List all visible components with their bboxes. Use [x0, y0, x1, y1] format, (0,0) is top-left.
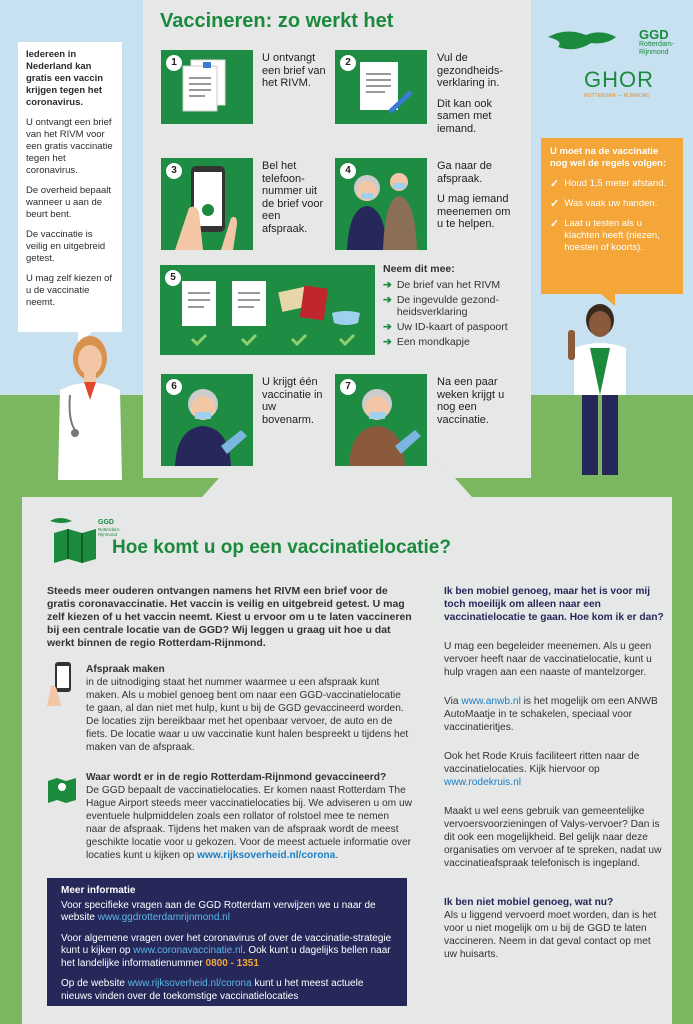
step-6-text: U krijgt één vaccinatie in uw bovenarm.	[262, 376, 323, 426]
waar-body: De GGD bepaalt de vaccinatielocaties. Er komen naast Rotterdam The Hague Airport steeds meer vaccinatielocaties bij. We adviseren u om uw eventuele hulpmiddelen zoals een rollator of rolstoel mee te nemen naar de afspraak. Tijdens het maken van de afspraak wordt de meest geschikte locatie voor u gekozen. Voor de meest actuele informatie over locaties kunt u kijken op www.rijksoverheid.nl/corona.	[86, 785, 412, 861]
rule-item: ✓ Houd 1,5 meter afstand.	[550, 178, 667, 190]
letter-icon	[161, 50, 253, 124]
afspraak-section	[86, 663, 412, 754]
bubble-line-2: U ontvangt een brief van het RIVM voor een gratis vaccinatie tegen het coronavirus.	[26, 117, 113, 176]
nurse-illustration	[560, 300, 640, 480]
answer-2: Als u liggend vervoerd moet worden, dan is het voor u niet mogelijk om u bij de GGD te laten vaccineren. Neem in dat geval contact op met uw huisarts.	[444, 910, 657, 960]
step-number: 2	[340, 55, 356, 71]
arrow-icon: ➔	[383, 294, 392, 306]
rijksoverheid-link[interactable]: www.rijksoverheid.nl/corona	[197, 850, 336, 861]
check-icon: ✓	[550, 198, 560, 210]
step-7-image	[335, 374, 427, 466]
phone-number: 0800 - 1351	[205, 957, 259, 969]
ggd-website-link[interactable]: www.ggdrotterdamrijnmond.nl	[97, 912, 230, 923]
doctor-illustration	[50, 330, 130, 480]
rules-heading: U moet na de vaccinatie nog wel de regels volgen:	[550, 146, 667, 169]
phone-hand-icon	[47, 662, 77, 706]
waar-section	[86, 771, 412, 862]
second-vaccination-icon	[335, 374, 427, 466]
rule-item: ✓ Was vaak uw handen.	[550, 198, 658, 210]
phone-icon	[161, 158, 253, 250]
left-speech-bubble	[18, 42, 122, 332]
ggd-small-region: Rotterdam-Rijnmond	[98, 527, 121, 537]
ghor-label: GHOR	[584, 67, 654, 92]
check-icon: ✓	[550, 218, 560, 230]
section-title: Hoe komt u op een vaccinatielocatie?	[112, 537, 451, 558]
question-1: Ik ben mobiel genoeg, maar het is voor mij toch moeilijk om alleen naar een vaccinatielocatie te gaan. Hoe kom ik er dan?	[444, 586, 664, 623]
ghor-sub: ROTTERDAM — RIJNMOND	[584, 93, 650, 99]
question-2: Ik ben niet mobiel genoeg, wat nu?	[444, 897, 614, 908]
step-2-text: Vul de gezondheids-verklaring in. Dit kan ook samen met iemand.	[437, 52, 504, 135]
bubble-line-4: De vaccinatie is veilig en uitgebreid getest.	[26, 229, 106, 264]
waar-title: Waar wordt er in de regio Rotterdam-Rijnmond gevaccineerd?	[86, 772, 387, 783]
step-number: 7	[340, 379, 356, 395]
more-info-p1: Voor specifieke vragen aan de GGD Rotterdam verwijzen we u naar de website www.ggdrotterdamrijnmond.nl	[61, 899, 376, 923]
anwb-paragraph: Via www.anwb.nl is het mogelijk om een ANWB AutoMaatje in te schakelen, speciaal voor vaccinatieritjes.	[444, 696, 658, 733]
rule-item: ✓ Laat u testen als u klachten heeft (niezen, hoesten of koorts).	[550, 218, 660, 253]
step-number: 6	[166, 379, 182, 395]
more-info-p2: Voor algemene vragen over het coronavirus of over de vaccinatie-strategie kunt u kijken op www.coronavaccinatie.nl. Ook kunt u dagelijks bellen naar het landelijke informatienummer 0800 - 1351	[61, 932, 392, 969]
bubble-line-1: Iedereen in Nederland kan gratis een vaccin krijgen tegen het coronavirus.	[26, 49, 104, 108]
more-info-title: Meer informatie	[61, 885, 136, 896]
right-column	[444, 585, 664, 961]
answer-1: U mag een begeleider meenemen. Als u geen vervoer heeft naar de vaccinatielocatie, kunt u hulp vragen aan een naaste of mantelzorger.	[444, 641, 652, 678]
step-4-image	[335, 158, 427, 250]
arrow-icon: ➔	[383, 336, 392, 348]
step-number: 1	[166, 55, 182, 71]
more-info-box	[47, 878, 407, 1006]
rodekruis-paragraph: Ook het Rode Kruis faciliteert ritten naar de vaccinatielocaties. Kijk hiervoor op www.rodekruis.nl	[444, 751, 640, 788]
step-1-text: U ontvangt een brief van het RIVM.	[262, 52, 326, 89]
step-5-image	[160, 265, 375, 355]
bring-item: ➔ De brief van het RIVM	[383, 279, 501, 291]
bring-item: ➔ Uw ID-kaart of paspoort	[383, 321, 508, 333]
anwb-link[interactable]: www.anwb.nl	[461, 696, 521, 707]
rijksoverheid-link-2[interactable]: www.rijksoverheid.nl/corona	[127, 978, 252, 989]
afspraak-body: in de uitnodiging staat het nummer waarmee u een afspraak kunt maken. Als u mobiel genoeg bent om naar een GGD-vaccinatielocatie te gaan, al dan niet met hulp, kunt u bij de GGD gevaccineerd worden. De locaties zijn bereikbaar met het openbaar vervoer, de auto en de fiets. De locatie waar u uw vaccinatie kunt halen bespreekt u tijdens het maken van de afspraak.	[86, 677, 409, 753]
ggd-small-logo	[48, 515, 121, 565]
bubble-line-5: U mag zelf kiezen of u de vaccinatie neemt.	[26, 273, 113, 308]
ggd-region: Rotterdam-Rijnmond	[639, 41, 675, 56]
bring-list	[383, 263, 523, 351]
vaccination-icon	[161, 374, 253, 466]
bring-item: ➔ De ingevulde gezond-heidsverklaring	[383, 294, 499, 318]
step-7-text: Na een paar weken krijgt u nog een vaccinatie.	[437, 376, 505, 426]
ggd-ghor-logo	[546, 25, 686, 105]
coronavaccinatie-link[interactable]: www.coronavaccinatie.nl	[133, 945, 243, 956]
more-info-p3: Op de website www.rijksoverheid.nl/corona kunt u het meest actuele nieuws vinden over de toekomstige vaccinatielocaties	[61, 978, 364, 1002]
bring-heading: Neem dit mee:	[383, 263, 455, 275]
elderly-couple-icon	[335, 158, 427, 250]
ggd-label: GGD	[639, 27, 669, 42]
ggd-bird-icon	[546, 25, 636, 55]
step-number: 4	[340, 163, 356, 179]
step-3-text: Bel het telefoon-nummer uit de brief voor een afspraak.	[262, 160, 324, 235]
step-4-text: Ga naar de afspraak. U mag iemand meenemen om u te helpen.	[437, 160, 511, 230]
step-6-image	[161, 374, 253, 466]
items-to-bring-icons	[160, 265, 375, 355]
arrow-icon: ➔	[383, 279, 392, 291]
arrow-icon: ➔	[383, 321, 392, 333]
bring-item: ➔ Een mondkapje	[383, 336, 470, 348]
step-number: 3	[166, 163, 182, 179]
ggd-small-label: GGD	[98, 519, 114, 526]
check-icon: ✓	[550, 178, 560, 190]
form-icon	[335, 50, 427, 124]
step-number: 5	[165, 270, 181, 286]
step-1-image	[161, 50, 253, 124]
rodekruis-link[interactable]: www.rodekruis.nl	[444, 777, 521, 788]
bubble-line-3: De overheid bepaalt wanneer u aan de beurt bent.	[26, 185, 112, 220]
intro-paragraph: Steeds meer ouderen ontvangen namens het RIVM een brief voor de gratis coronavaccinatie. Het vaccin is veilig en uitgebreid getest. U mag zelf kiezen of u het vaccin neemt. Kiest u ervoor om u te laten vaccineren bij een centrale locatie van de GGD? Wij leggen u graag uit hoe u dat werkt binnen de regio Rotterdam-Rijnmond.	[47, 585, 412, 649]
valys-paragraph: Maakt u wel eens gebruik van gemeentelijke vervoersvoorzieningen of Valys-vervoer? Dan is dit ook een mogelijkheid. Bel gelijk naar deze organisaties om vervoer af te spreken, nadat uw vaccinatieafspraak telefonisch is ingepland.	[444, 806, 662, 869]
page-title: Vaccineren: zo werkt het	[160, 10, 394, 32]
step-2-image	[335, 50, 427, 124]
step-3-image	[161, 158, 253, 250]
location-map-icon	[48, 775, 76, 803]
rules-speech-bubble	[541, 138, 683, 294]
afspraak-title: Afspraak maken	[86, 664, 165, 675]
